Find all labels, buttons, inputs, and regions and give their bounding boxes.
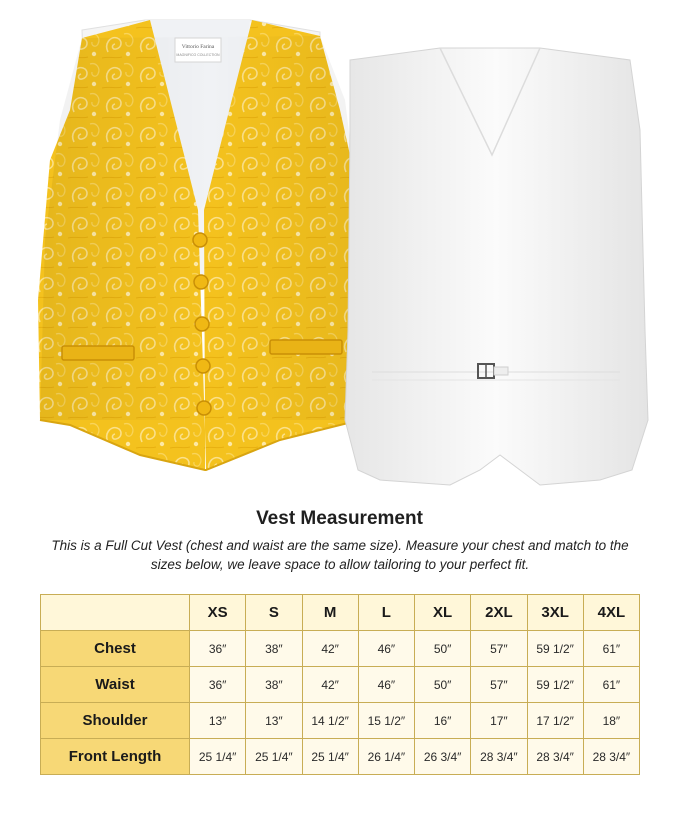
table-corner bbox=[41, 595, 190, 631]
table-row bbox=[41, 667, 640, 703]
table-cell: 46″ bbox=[358, 667, 414, 703]
table-cell: 18″ bbox=[583, 703, 639, 739]
size-header: M bbox=[302, 595, 358, 631]
table-cell: 46″ bbox=[358, 631, 414, 667]
description: This is a Full Cut Vest (chest and waist are the same size). Measure your chest and match to the sizes below, we leave space to allow tailoring to your perfect fit. bbox=[51, 538, 629, 572]
table-cell: 57″ bbox=[471, 667, 527, 703]
size-header: 3XL bbox=[527, 595, 583, 631]
table-cell: 59 1/2″ bbox=[527, 631, 583, 667]
table-cell: 50″ bbox=[415, 667, 471, 703]
table-row bbox=[41, 739, 640, 775]
size-table bbox=[40, 594, 640, 775]
table-cell: 42″ bbox=[302, 667, 358, 703]
table-cell: 25 1/4″ bbox=[190, 739, 246, 775]
front-vest bbox=[38, 20, 380, 470]
svg-text:MAGNIFICO COLLECTION: MAGNIFICO COLLECTION bbox=[176, 53, 220, 57]
table-cell: 28 3/4″ bbox=[471, 739, 527, 775]
page-title: Vest Measurement bbox=[256, 508, 423, 529]
table-cell: 50″ bbox=[415, 631, 471, 667]
table-cell: 38″ bbox=[246, 667, 302, 703]
table-cell: 25 1/4″ bbox=[246, 739, 302, 775]
table-cell: 26 1/4″ bbox=[358, 739, 414, 775]
table-row bbox=[41, 703, 640, 739]
size-header: 2XL bbox=[471, 595, 527, 631]
size-header-row bbox=[41, 595, 640, 631]
table-cell: 14 1/2″ bbox=[302, 703, 358, 739]
size-header: XS bbox=[190, 595, 246, 631]
table-cell: 61″ bbox=[583, 631, 639, 667]
table-cell: 16″ bbox=[415, 703, 471, 739]
size-header: 4XL bbox=[583, 595, 639, 631]
table-cell: 42″ bbox=[302, 631, 358, 667]
size-header: S bbox=[246, 595, 302, 631]
size-header: XL bbox=[415, 595, 471, 631]
back-vest bbox=[345, 48, 648, 485]
table-cell: 17″ bbox=[471, 703, 527, 739]
table-cell: 15 1/2″ bbox=[358, 703, 414, 739]
table-cell: 59 1/2″ bbox=[527, 667, 583, 703]
table-cell: 13″ bbox=[190, 703, 246, 739]
table-cell: 57″ bbox=[471, 631, 527, 667]
table-row bbox=[41, 631, 640, 667]
table-cell: 38″ bbox=[246, 631, 302, 667]
size-header: L bbox=[358, 595, 414, 631]
table-cell: 25 1/4″ bbox=[302, 739, 358, 775]
row-label-chest: Chest bbox=[41, 631, 190, 667]
table-cell: 36″ bbox=[190, 631, 246, 667]
table-cell: 26 3/4″ bbox=[415, 739, 471, 775]
table-cell: 61″ bbox=[583, 667, 639, 703]
table-cell: 17 1/2″ bbox=[527, 703, 583, 739]
table-cell: 28 3/4″ bbox=[583, 739, 639, 775]
table-cell: 28 3/4″ bbox=[527, 739, 583, 775]
table-cell: 13″ bbox=[246, 703, 302, 739]
row-label-waist: Waist bbox=[41, 667, 190, 703]
row-label-front-length: Front Length bbox=[41, 739, 190, 775]
row-label-shoulder: Shoulder bbox=[41, 703, 190, 739]
svg-text:Vittorio Farina: Vittorio Farina bbox=[181, 44, 215, 50]
table-cell: 36″ bbox=[190, 667, 246, 703]
